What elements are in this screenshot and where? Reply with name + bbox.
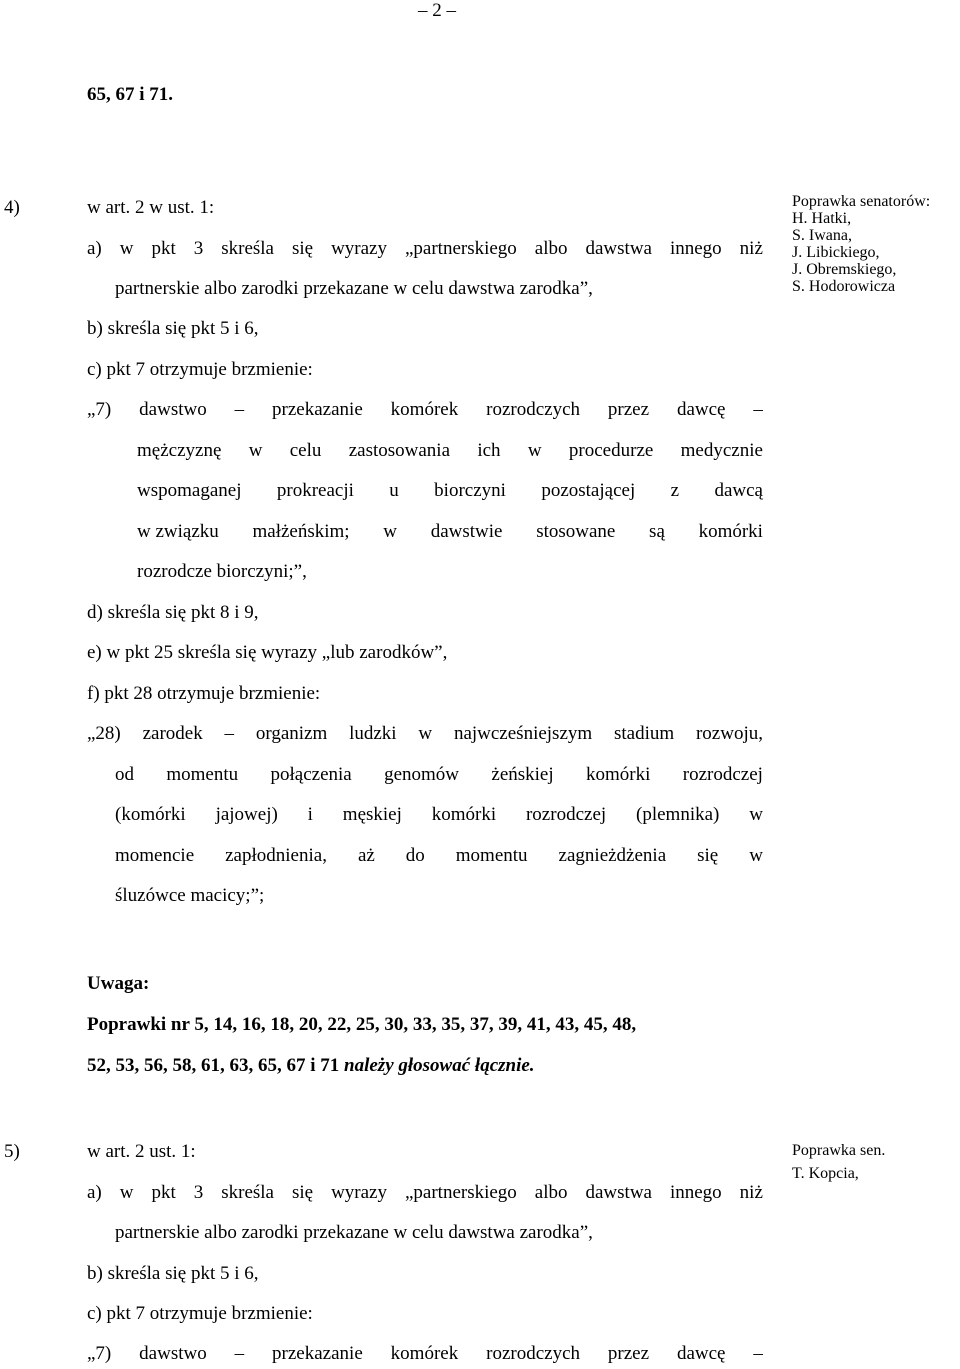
- sponsor-line: T. Kopcia,: [792, 1165, 859, 1182]
- quote-7-line5: rozrodcze biorczyni;”,: [137, 561, 307, 582]
- sponsor-line: S. Hodorowicza: [792, 278, 896, 295]
- quote-28-line1: „28) zarodek – organizm ludzki w najwcześniejszym stadium rozwoju,: [87, 723, 763, 744]
- continuation-text: 65, 67 i 71.: [87, 84, 174, 105]
- amendment-4-item-d: d) skreśla się pkt 8 i 9,: [87, 602, 259, 623]
- amendment-4-item-a-line2: partnerskie albo zarodki przekazane w celu dawstwa zarodka”,: [115, 278, 593, 299]
- remark-instruction: należy głosować łącznie.: [344, 1055, 535, 1076]
- amendment-5-item-a-line2: partnerskie albo zarodki przekazane w celu dawstwa zarodka”,: [115, 1222, 593, 1243]
- amendment-5-item-b: b) skreśla się pkt 5 i 6,: [87, 1263, 259, 1284]
- amendment-5-number: 5): [4, 1141, 20, 1162]
- remark-line2: [87, 1054, 535, 1078]
- quote-7-line2: mężczyznę w celu zastosowania ich w procedurze medycznie: [137, 440, 763, 461]
- page-number: – 2 –: [418, 0, 456, 21]
- quote-28-line4: momencie zapłodnienia, aż do momentu zagnieżdżenia się w: [115, 845, 763, 866]
- remark-amendment-list: 52, 53, 56, 58, 61, 63, 65, 67 i 71: [87, 1055, 345, 1076]
- amendment-5-quote-7-line1: „7) dawstwo – przekazanie komórek rozrodczych przez dawcę –: [87, 1343, 763, 1364]
- sponsor-line: H. Hatki,: [792, 210, 852, 227]
- quote-28-line5: śluzówce macicy;”;: [115, 885, 265, 906]
- amendment-5-sponsors: [792, 1139, 885, 1185]
- quote-28-line3: (komórki jajowej) i męskiej komórki rozrodczej (plemnika) w: [115, 804, 763, 825]
- amendment-5-item-a-line1: a) w pkt 3 skreśla się wyrazy „partnerskiego albo dawstwa innego niż: [87, 1182, 763, 1203]
- amendment-4-sponsors: [792, 193, 930, 295]
- amendment-4-number: 4): [4, 197, 20, 218]
- amendment-4-intro: w art. 2 w ust. 1:: [87, 197, 215, 218]
- sponsor-line: J. Obremskiego,: [792, 261, 897, 278]
- amendment-5-item-c: c) pkt 7 otrzymuje brzmienie:: [87, 1303, 313, 1324]
- quote-28-line2: od momentu połączenia genomów żeńskiej komórki rozrodczej: [115, 764, 763, 785]
- amendment-4-item-b: b) skreśla się pkt 5 i 6,: [87, 318, 259, 339]
- quote-7-line3: wspomaganej prokreacji u biorczyni pozostającej z dawcą: [137, 480, 763, 501]
- amendment-4-item-a-line1: a) w pkt 3 skreśla się wyrazy „partnerskiego albo dawstwa innego niż: [87, 238, 763, 259]
- sponsor-line: J. Libickiego,: [792, 244, 880, 261]
- amendment-4-item-c: c) pkt 7 otrzymuje brzmienie:: [87, 359, 313, 380]
- amendment-4-item-e: e) w pkt 25 skreśla się wyrazy „lub zarodków”,: [87, 642, 448, 663]
- amendment-5-intro: w art. 2 ust. 1:: [87, 1141, 196, 1162]
- remark-line1: Poprawki nr 5, 14, 16, 18, 20, 22, 25, 30, 33, 35, 37, 39, 41, 43, 45, 48,: [87, 1014, 637, 1035]
- quote-7-line1: „7) dawstwo – przekazanie komórek rozrodczych przez dawcę –: [87, 399, 763, 420]
- amendment-4-item-f: f) pkt 28 otrzymuje brzmienie:: [87, 683, 321, 704]
- sponsor-line: S. Iwana,: [792, 227, 852, 244]
- quote-7-line4: w związku małżeńskim; w dawstwie stosowane są komórki: [137, 521, 763, 542]
- sponsor-line: Poprawka sen.: [792, 1142, 886, 1159]
- remark-title: Uwaga:: [87, 973, 150, 994]
- sponsor-line: Poprawka senatorów:: [792, 193, 931, 210]
